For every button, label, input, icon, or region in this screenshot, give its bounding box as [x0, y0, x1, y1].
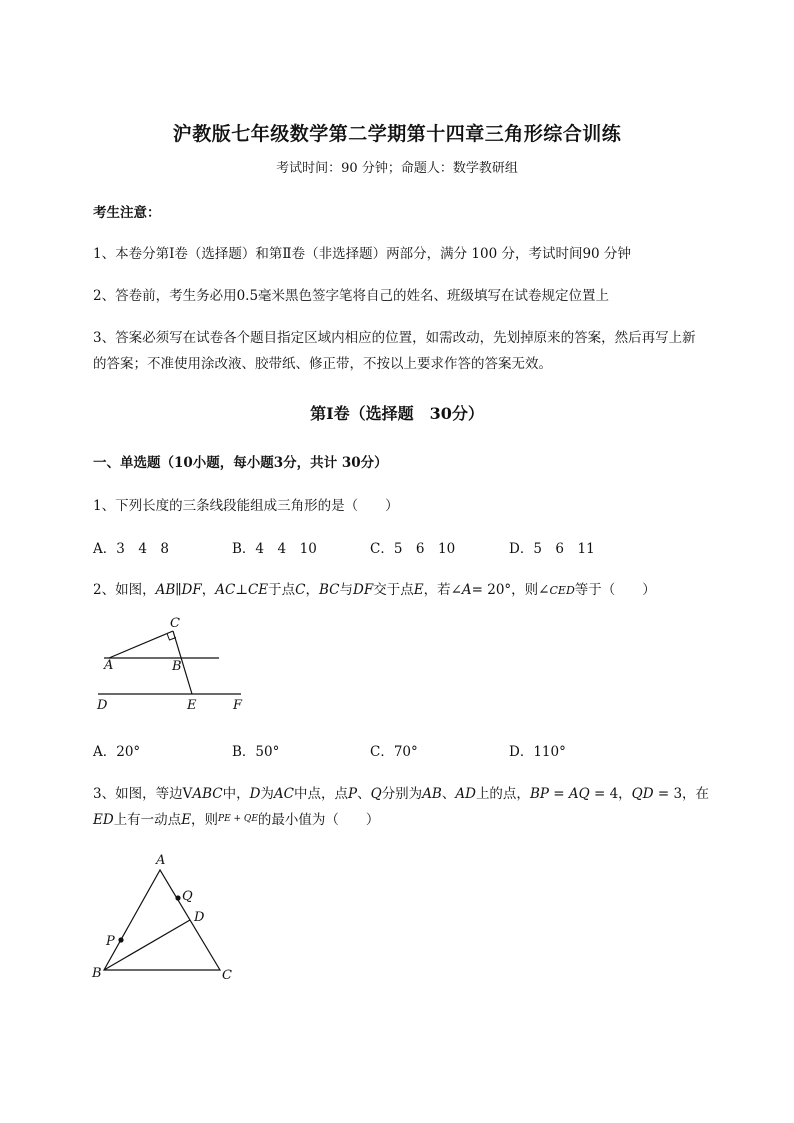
question-1-option-b: B．4 4 10 [232, 541, 317, 557]
label-d: D [194, 910, 205, 925]
label-a: A [156, 853, 166, 868]
notice-item-3-cont: 的答案；不准使用涂改液、胶带纸、修正带，不按以上要求作答的答案无效。 [93, 356, 552, 372]
notice-item-1: 1、本卷分第Ⅰ卷（选择题）和第Ⅱ卷（非选择题）两部分，满分 100 分，考试时间90 分钟 [93, 246, 631, 262]
question-2-stem: 2、如图，AB∥DF，AC⊥CE于点C，BC与DF交于点E，若∠A= 20°，则∠CED等于（ ） [93, 582, 656, 598]
label-b: B [92, 966, 102, 981]
label-c: C [170, 616, 180, 631]
notice-item-2: 2、答卷前，考生务必用0.5毫米黑色签字笔将自己的姓名、班级填写在试卷规定位置上 [93, 288, 610, 304]
page-title: 沪教版七年级数学第二学期第十四章三角形综合训练 [172, 123, 622, 145]
question-1-option-c: C．5 6 10 [370, 541, 456, 557]
question-2-option-a: A．20° [93, 744, 141, 760]
notice-heading: 考生注意： [93, 205, 161, 221]
question-3-stem-line-2: ED上有一动点E，则$^{PE + QE}$的最小值为（ ） [93, 812, 380, 828]
label-c: C [222, 968, 232, 983]
label-e: E [187, 698, 197, 713]
label-p: P [106, 934, 115, 949]
label-d: D [97, 698, 108, 713]
label-q: Q [182, 889, 193, 904]
question-1-option-d: D．5 6 11 [509, 541, 595, 557]
question-1-option-a: A．3 4 8 [93, 541, 170, 557]
notice-item-3: 3、答案必须写在试卷各个题目指定区域内相应的位置，如需改动，先划掉原来的答案，然后再写上新 [93, 330, 696, 346]
label-a: A [104, 658, 114, 673]
question-3-stem-line-1: 3、如图，等边VABC中，D为AC中点，点P、Q分别为AB、AD上的点，BP = AQ = 4，QD = 3，在 [93, 786, 710, 802]
question-2-option-d: D．110° [509, 744, 566, 760]
section-title: 第Ⅰ卷（选择题 30分） [310, 404, 484, 423]
question-2-option-b: B．50° [232, 744, 280, 760]
part-title: 一、单选题（10小题，每小题3分，共计 30分） [93, 455, 388, 471]
question-1-stem: 1、下列长度的三条线段能组成三角形的是（ ） [93, 498, 399, 514]
label-b: B [172, 659, 182, 674]
question-2-option-c: C．70° [370, 744, 418, 760]
exam-info: 考试时间：90 分钟；命题人：数学教研组 [276, 161, 518, 176]
label-f: F [233, 698, 243, 713]
